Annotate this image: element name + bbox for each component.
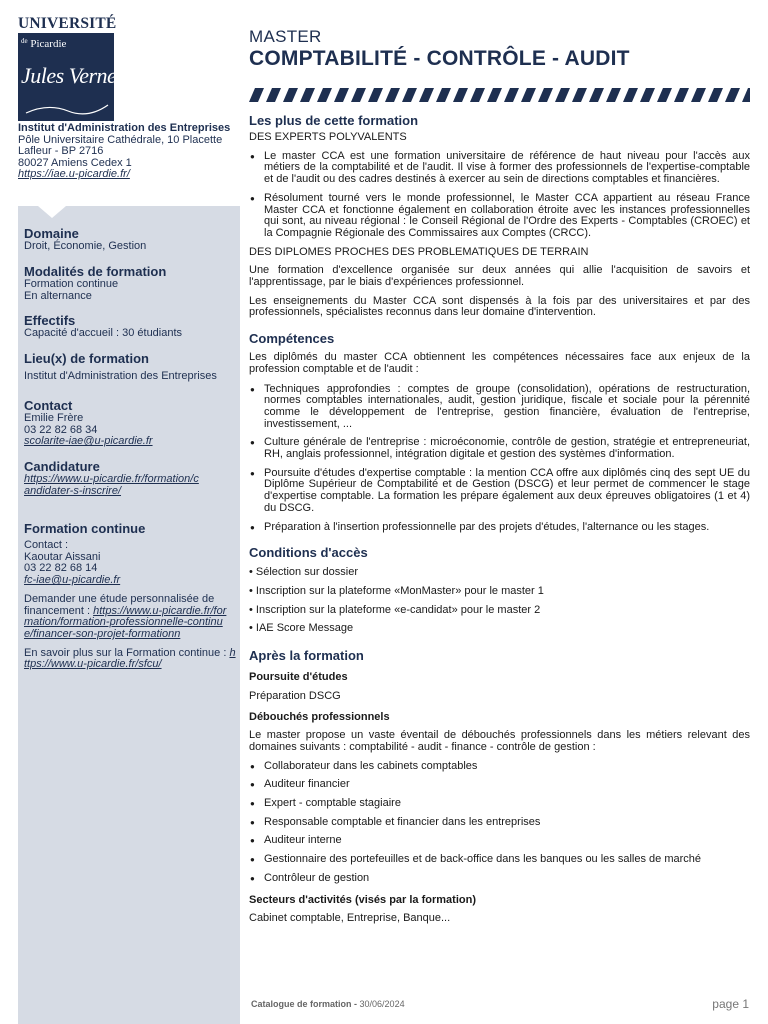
sidebar-formation-continue (24, 521, 234, 678)
list-item: • IAE Score Message (249, 622, 354, 635)
formation-continue-heading: Formation continue (24, 521, 146, 536)
list-item: ● Auditeur financier (249, 779, 750, 791)
effectifs-text: Capacité d'accueil : 30 étudiants (24, 327, 183, 339)
list-item: ● Responsable comptable et financier dans les entreprises (249, 817, 750, 829)
left-column (0, 0, 240, 1024)
institution-address (18, 123, 240, 181)
list-item: • Sélection sur dossier (249, 566, 359, 579)
apres-heading: Après la formation (249, 648, 364, 664)
contact-heading: Contact (24, 398, 73, 413)
modalites-line: Formation continue (24, 278, 119, 290)
list-item: ● Culture générale de l'entreprise : microéconomie, contrôle de gestion, stratégie et entrepreneuriat, RH, anglais professionnel, intégration digitale et gestion des systèmes d'information. (249, 437, 750, 460)
sidebar-domaine (24, 226, 234, 253)
competences-heading: Compétences (249, 331, 335, 347)
university-logo (18, 16, 116, 122)
sidebar-candidature (24, 459, 234, 497)
logo-picardie-text: Picardie (30, 38, 67, 50)
debouches-list (249, 761, 750, 885)
address-line-3: 80027 Amiens Cedex 1 (18, 156, 132, 169)
fc-contact-name: Kaoutar Aissani (24, 550, 101, 563)
secteurs-text: Cabinet comptable, Entreprise, Banque... (249, 912, 451, 925)
debouches-title: Débouchés professionnels (249, 710, 390, 723)
address-line-1: Pôle Universitaire Cathédrale, 10 Placette (18, 133, 223, 146)
secteurs-title: Secteurs d'activités (visés par la formation) (249, 893, 476, 906)
plus-paragraph-1: Une formation d'excellence organisée sur deux années qui allie l'acquisition de savoirs et l'apprentissage, par le biais d'expériences professionnel. (249, 264, 750, 289)
panel-notch-icon (18, 206, 240, 220)
plus-paragraph-2: Les enseignements du Master CCA sont dispensés à la fois par des universitaires et par des professionnels, spécialistes reconnus dans leur domaine d'intervention. (249, 294, 750, 319)
logo-de: de (21, 37, 28, 45)
list-item: ● Auditeur interne (249, 835, 750, 847)
contact-email-link[interactable]: scolarite-iae@u-picardie.fr (24, 435, 153, 448)
institution-name: Institut d'Administration des Entreprises (18, 122, 231, 134)
fc-contact-phone: 03 22 82 68 14 (24, 562, 98, 575)
logo-script-text: Jules Verne (21, 63, 117, 88)
fc-email-link[interactable]: fc-iae@u-picardie.fr (24, 574, 121, 587)
modalites-line: En alternance (24, 289, 92, 302)
main-content (249, 113, 750, 925)
degree-kicker: MASTER (249, 27, 322, 46)
lieu-text: Institut d'Administration des Entreprises (24, 370, 217, 382)
candidature-heading: Candidature (24, 459, 100, 474)
debouches-intro: Le master propose un vaste éventail de débouchés professionnels dans les métiers relevant des domaines suivants : comptabilité - audit - finance - contrôle de gestion : (249, 729, 750, 753)
sidebar-panel (18, 206, 240, 1024)
domaine-text: Droit, Économie, Gestion (24, 240, 147, 252)
list-item: ● Contrôleur de gestion (249, 873, 750, 885)
page-number: page 1 (712, 997, 749, 1011)
list-item: ● Expert - comptable stagiaire (249, 798, 750, 810)
list-item: ● Le master CCA est une formation universitaire de référence de haut niveau pour l'accès aux métiers de la comptabilité et de l'audit. Il vise à former des professionnels de l'expertise-comptable et de l'audit ou des cadres destinés à exercer au sein de directions comptables et financières. (249, 151, 750, 186)
list-item: ● Résolument tourné vers le monde professionnel, le Master CCA appartient au réseau France Master CCA et fonctionne également en collaboration étroite avec les instances professionnelles qui sont, au niveau régional : le Conseil Régional de l'Ordre des Experts - Comptables (CROEC) et la Compagnie Régionale des Commissaires aux Comptes (CRCC). (249, 193, 750, 240)
fc-contact-label: Contact : (24, 539, 69, 551)
footer-catalogue-label: Catalogue de formation - (251, 999, 358, 1009)
footer-date: 30/06/2024 (359, 999, 405, 1009)
list-item: • Inscription sur la plateforme «e-candidat» pour le master 2 (249, 603, 541, 616)
institution-website-link[interactable]: https://iae.u-picardie.fr/ (18, 168, 130, 181)
competences-list (249, 384, 750, 534)
page-title: COMPTABILITÉ - CONTRÔLE - AUDIT (249, 47, 630, 70)
contact-name: Emilie Frère (24, 412, 84, 424)
logo-box (18, 33, 117, 121)
poursuite-text: Préparation DSCG (249, 689, 341, 702)
address-line-2: Lafleur - BP 2716 (18, 145, 104, 158)
conditions-heading: Conditions d'accès (249, 545, 368, 561)
modalites-heading: Modalités de formation (24, 264, 167, 279)
poursuite-title: Poursuite d'études (249, 671, 348, 684)
sidebar-lieu (24, 351, 234, 383)
footer-catalogue (251, 999, 405, 1009)
domaine-heading: Domaine (24, 226, 79, 241)
effectifs-heading: Effectifs (24, 313, 76, 328)
logo-university-text: UNIVERSITÉ (18, 15, 117, 32)
plus-subtitle-2: DES DIPLOMES PROCHES DES PROBLEMATIQUES DE TERRAIN (249, 245, 589, 258)
competences-intro: Les diplômés du master CCA obtiennent les compétences nécessaires face aux enjeux de la profession comptable et de l'audit : (249, 351, 750, 375)
plus-subtitle-1: DES EXPERTS POLYVALENTS (249, 131, 407, 143)
list-item: ● Préparation à l'insertion professionnelle par des projets d'études, l'alternance ou les stages. (249, 522, 750, 534)
fc-etude-link[interactable]: https://www.u-picardie.fr/formation/formation-professionnelle-continue/financer-son-projet-formationn (24, 604, 227, 640)
list-item: ● Collaborateur dans les cabinets comptables (249, 761, 750, 773)
contact-phone: 03 22 82 68 34 (24, 423, 98, 436)
fc-etude-text: Demander une étude personnalisée de financement : (24, 592, 215, 617)
fc-savoir-text: En savoir plus sur la Formation continue : (24, 646, 227, 659)
lieu-heading: Lieu(x) de formation (24, 351, 149, 366)
plus-heading: Les plus de cette formation (249, 113, 419, 128)
sidebar-modalites (24, 264, 234, 302)
sidebar-contact (24, 398, 234, 448)
fc-savoir-link[interactable]: https://www.u-picardie.fr/sfcu/ (24, 646, 236, 671)
list-item: ● Poursuite d'études d'expertise comptable : la mention CCA offre aux diplômés cinq des sept UE du Diplôme Supérieur de Comptabilité et de Gestion (DSCG) et leur permet de commencer le stage d'expertise comptable. La formation les prépare également aux deux épreuves obligatoires (1 et 4) du DSCG. (249, 468, 750, 515)
list-item: ● Techniques approfondies : comptes de groupe (consolidation), opérations de restructuration, normes comptables internationales, audit, gestion juridique, fiscale et sociale pour la pérennité comme le développement de l'entreprise, gestion financière, évaluation de l'entreprise, investissement, ... (249, 384, 750, 431)
list-item: ● Gestionnaire des portefeuilles et de back-office dans les banques ou les salles de marché (249, 854, 750, 866)
plus-list (249, 151, 750, 240)
candidature-link[interactable]: https://www.u-picardie.fr/formation/candidater-s-inscrire/ (24, 473, 199, 497)
list-item: • Inscription sur la plateforme «MonMaster» pour le master 1 (249, 584, 544, 597)
sidebar-effectifs (24, 313, 234, 340)
decorative-stripe-icon (249, 88, 750, 102)
